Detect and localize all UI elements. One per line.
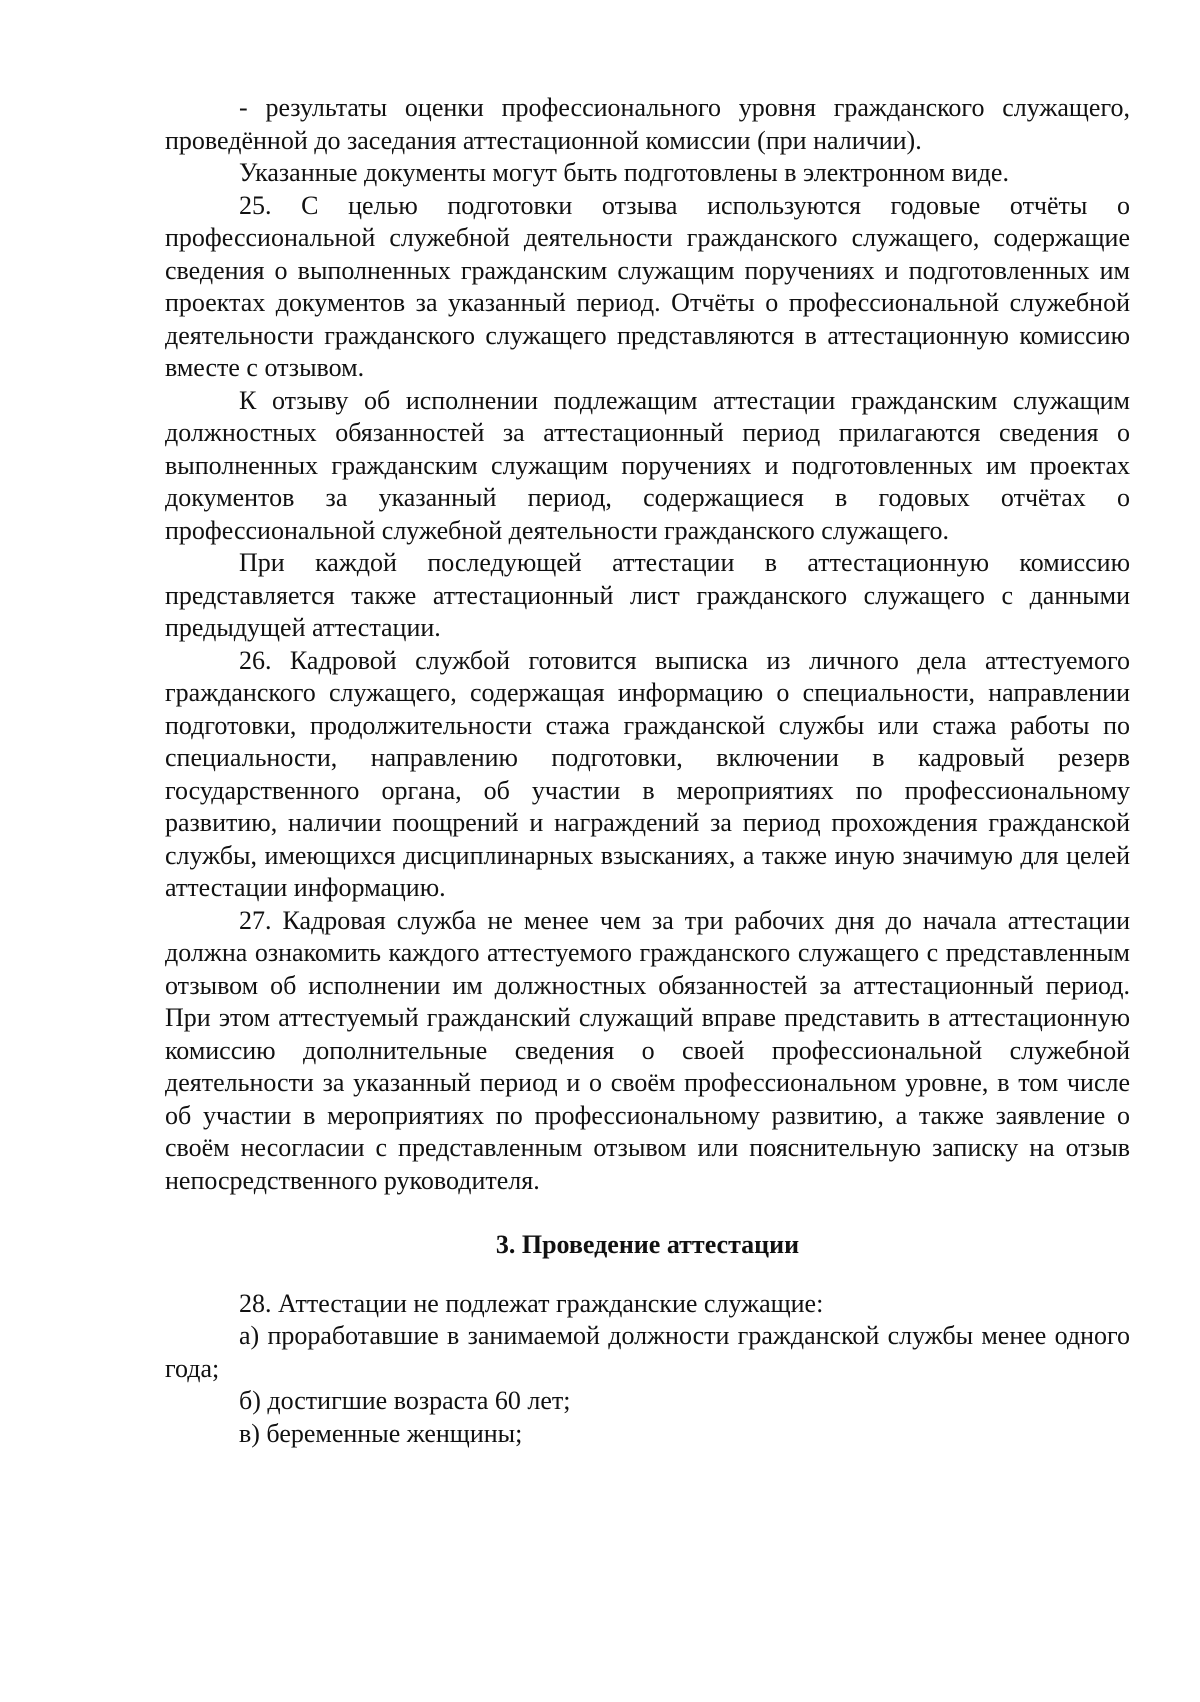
paragraph-evaluation-results: - результаты оценки профессионального уровня гражданского служащего, проведённой до заседания аттестационной комиссии (при наличии). — [165, 93, 1130, 155]
list-item-a: а) проработавшие в занимаемой должности гражданской службы менее одного года; — [165, 1321, 1130, 1383]
paragraph-28: 28. Аттестации не подлежат гражданские служащие: — [239, 1288, 824, 1318]
list-item-v: в) беременные женщины; — [239, 1418, 523, 1448]
paragraph-25: 25. С целью подготовки отзыва используются годовые отчёты о профессиональной служебной деятельности гражданского служащего, содержащие сведения о выполненных гражданским служащим поручениях и подготовленных им проектах документов за указанный период. Отчёты о профессиональной служебной деятельности гражданского служащего представляются в аттестационную комиссию вместе с отзывом. — [165, 190, 1130, 382]
paragraph-review-attachments: К отзыву об исполнении подлежащим аттестации гражданским служащим должностных обязанностей за аттестационный период прилагаются сведения о выполненных гражданским служащим поручениях и подготовленных им проектах документов за указанный период, содержащиеся в годовых отчётах о профессиональной служебной деятельности гражданского служащего. — [165, 385, 1130, 545]
list-item-b: б) достигшие возраста 60 лет; — [239, 1386, 571, 1415]
paragraph-27: 27. Кадровая служба не менее чем за три рабочих дня до начала аттестации должна ознакомить каждого аттестуемого гражданского служащего с представленным отзывом об исполнении им должностных обязанностей за аттестационный период. При этом аттестуемый гражданский служащий вправе представить в аттестационную комиссию дополнительные сведения о своей профессиональной служебной деятельности за указанный период и о своём профессиональном уровне, в том числе об участии в мероприятиях по профессиональному развитию, а также заявление о своём несогласии с представленным отзывом или пояснительную записку на отзыв непосредственного руководителя. — [165, 905, 1130, 1195]
paragraph-26: 26. Кадровой службой готовится выписка из личного дела аттестуемого гражданского служащего, содержащая информацию о специальности, направлении подготовки, продолжительности стажа гражданской службы или стажа работы по специальности, направлению подготовки, включении в кадровый резерв государственного органа, об участии в мероприятиях по профессиональному развитию, наличии поощрений и награждений за период прохождения гражданской службы, имеющихся дисциплинарных взысканиях, а также иную значимую для целей аттестации информацию. — [165, 645, 1130, 902]
paragraph-electronic-documents: Указанные документы могут быть подготовлены в электронном виде. — [239, 158, 1009, 187]
document-body — [165, 92, 1130, 1450]
section-heading: 3. Проведение аттестации — [495, 1230, 800, 1259]
paragraph-subsequent-attestation: При каждой последующей аттестации в аттестационную комиссию представляется также аттестационный лист гражданского служащего с данными предыдущей аттестации. — [165, 548, 1130, 642]
